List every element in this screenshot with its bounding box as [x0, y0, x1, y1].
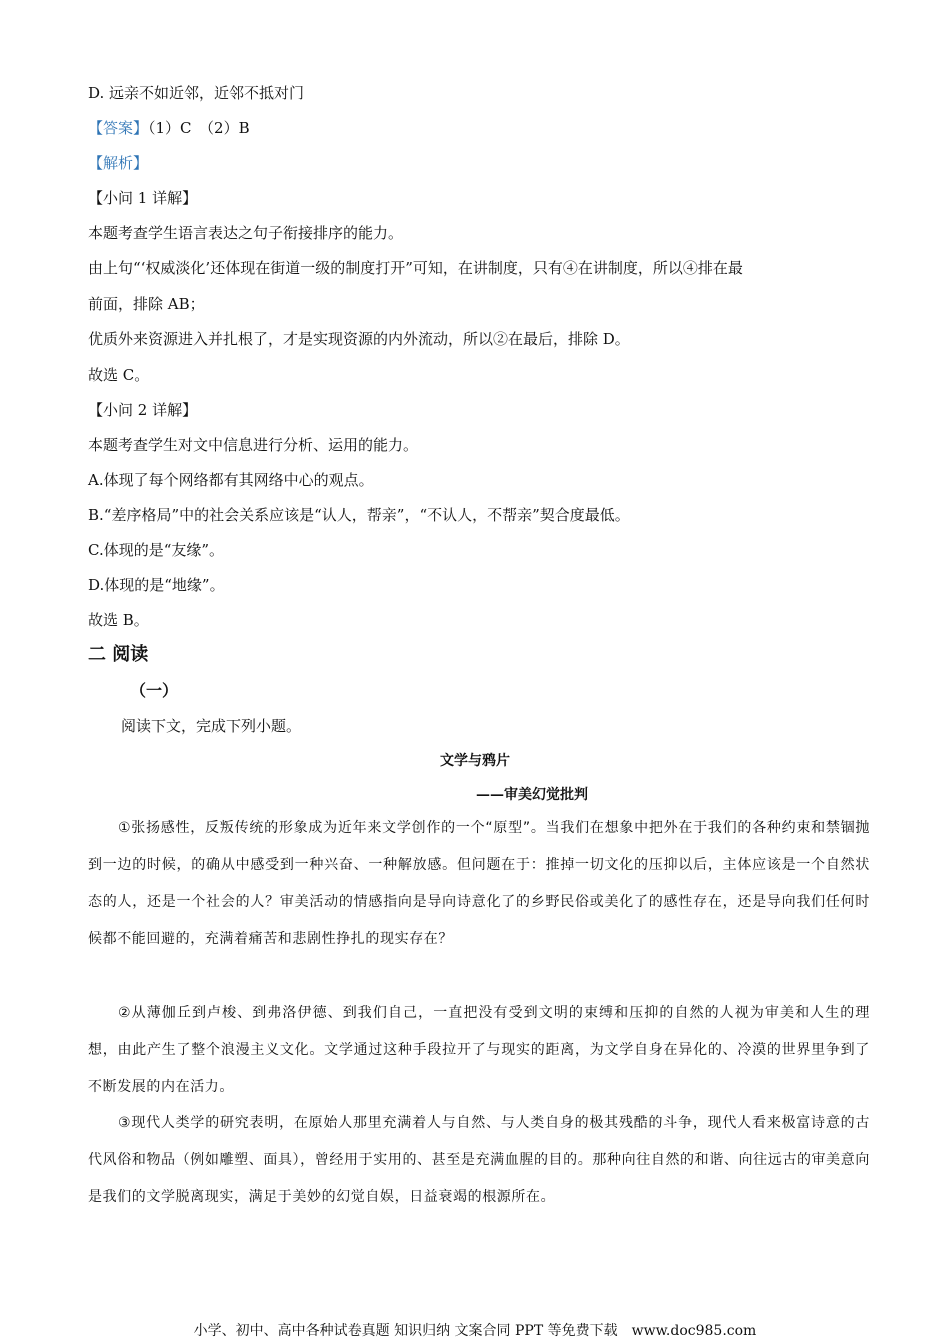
q1-heading: 【小问 1 详解】 — [88, 189, 198, 207]
q1-conclusion: 故选 C。 — [88, 366, 150, 384]
answer-label: 【答案】 — [88, 119, 149, 137]
q1-line2: 前面，排除 AB； — [88, 295, 205, 313]
part-title: （一） — [130, 681, 179, 700]
answer-value: （1）C （2）B — [148, 119, 250, 137]
paragraph-2: ②从薄伽丘到卢梭、到弗洛伊德、到我们自己，一直把没有受到文明的束缚和压抑的自然的人视为审美和人生的理想，由此产生了整个浪漫主义文化。文学通过这种手段拉开了与现实的距离，为文学自身在异化的、冷漠的世界里争到了不断发展的内在活力。 — [88, 1005, 870, 1095]
q2-option-d: D.体现的是“地缘”。 — [88, 576, 225, 594]
page-footer: 小学、初中、高中各种试卷真题 知识归纳 文案合同 PPT 等免费下载 www.doc985.com — [193, 1323, 757, 1339]
article-subtitle: ——审美幻觉批判 — [476, 787, 588, 803]
section-title: 二 阅读 — [88, 644, 149, 665]
answer-line — [88, 118, 250, 138]
q2-intro: 本题考查学生对文中信息进行分析、运用的能力。 — [88, 436, 419, 454]
option-d-text: D. 远亲不如近邻，近邻不抵对门 — [88, 84, 305, 102]
q1-line3: 优质外来资源进入并扎根了，才是实现资源的内外流动，所以②在最后，排除 D。 — [88, 330, 630, 348]
q2-option-a: A.体现了每个网络都有其网络中心的观点。 — [88, 471, 374, 489]
q2-conclusion: 故选 B。 — [88, 611, 149, 629]
analysis-label: 【解析】 — [88, 154, 149, 172]
q2-heading: 【小问 2 详解】 — [88, 401, 198, 419]
paragraph-3: ③现代人类学的研究表明，在原始人那里充满着人与自然、与人类自身的极其残酷的斗争，现代人看来极富诗意的古代风俗和物品（例如雕塑、面具），曾经用于实用的、甚至是充满血腥的目的。那种向往自然的和谐、向往远古的审美意向是我们的文学脱离现实，满足于美妙的幻觉自娱，日益衰竭的根源所在。 — [88, 1115, 870, 1205]
q1-line1: 由上句“‘权威淡化’还体现在街道一级的制度打开”可知，在讲制度，只有④在讲制度，所以④排在最 — [88, 259, 743, 277]
reading-instruction: 阅读下文，完成下列小题。 — [121, 717, 302, 735]
paragraph-1: ①张扬感性，反叛传统的形象成为近年来文学创作的一个“原型”。当我们在想象中把外在于我们的各种约束和禁锢抛到一边的时候，的确从中感受到一种兴奋、一种解放感。但问题在于：推掉一切文化的压抑以后，主体应该是一个自然状态的人，还是一个社会的人？审美活动的情感指向是导向诗意化了的乡野民俗或美化了的感性存在，还是导向我们任何时候都不能回避的，充满着痛苦和悲剧性挣扎的现实存在？ — [88, 820, 870, 947]
article-title: 文学与鸦片 — [440, 753, 510, 769]
q2-option-b: B.“差序格局”中的社会关系应该是“认人，帮亲”，“不认人，不帮亲”契合度最低。 — [88, 506, 630, 524]
q1-intro: 本题考查学生语言表达之句子衔接排序的能力。 — [88, 224, 404, 242]
q2-option-c: C.体现的是“友缘”。 — [88, 541, 225, 559]
